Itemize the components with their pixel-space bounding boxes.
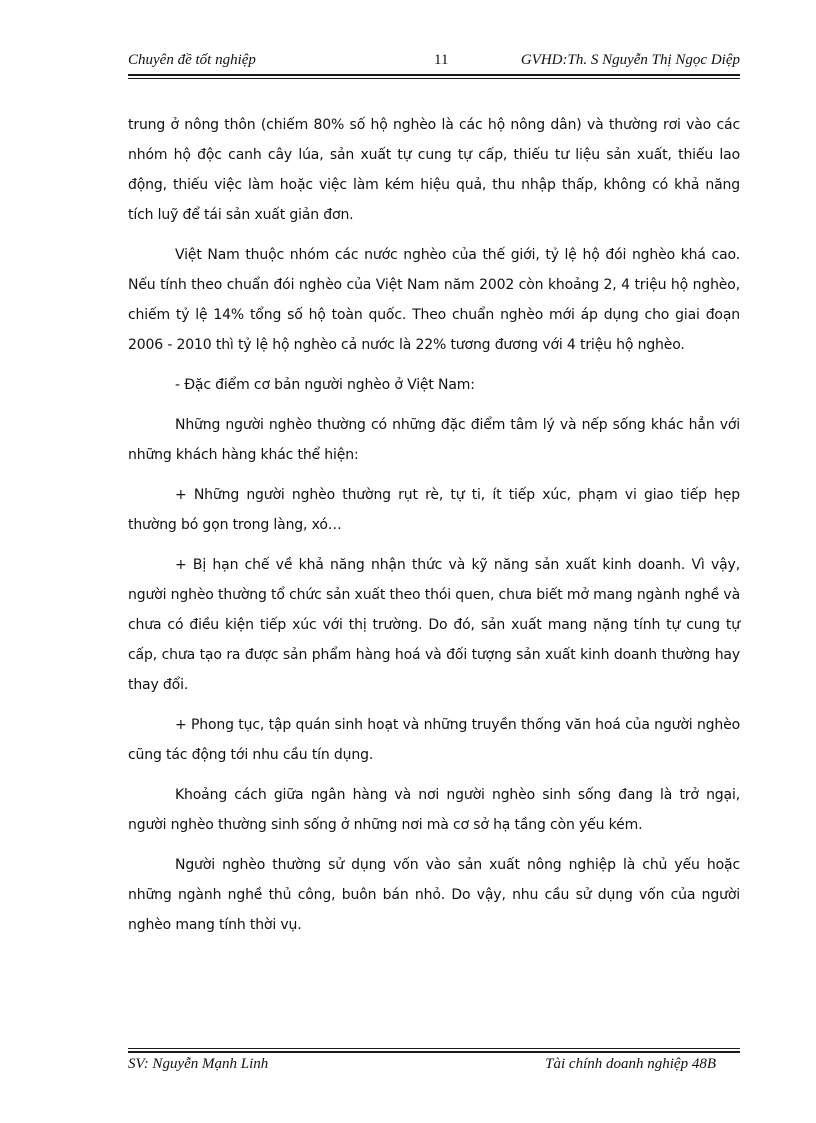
paragraph: Người nghèo thường sử dụng vốn vào sản xuất nông nghiệp là chủ yếu hoặc những ngành nghề thủ công, buôn bán nhỏ. Do vậy, nhu cầu sử dụng vốn của người nghèo mang tính thời vụ. (128, 857, 740, 933)
footer-class-name: Tài chính doanh nghiệp 48B (545, 1056, 716, 1072)
paragraph: Những người nghèo thường có những đặc điểm tâm lý và nếp sống khác hẳn với những khách hàng khác thể hiện: (128, 417, 740, 463)
footer-divider (128, 1051, 740, 1053)
footer-divider-thin (128, 1048, 740, 1049)
page-header (128, 52, 740, 74)
header-document-title: Chuyên đề tốt nghiệp (128, 52, 256, 68)
section-heading: - Đặc điểm cơ bản người nghèo ở Việt Nam: (175, 377, 475, 393)
header-supervisor: GVHD:Th. S Nguyễn Thị Ngọc Diệp (520, 52, 740, 68)
list-item: + Những người nghèo thường rụt rè, tự ti, ít tiếp xúc, phạm vi giao tiếp hẹp thường bó gọn trong làng, xó… (128, 487, 740, 533)
paragraph: Khoảng cách giữa ngân hàng và nơi người nghèo sinh sống đang là trở ngại, người nghèo thường sinh sống ở những nơi mà cơ sở hạ tầng còn yếu kém. (128, 787, 740, 833)
list-item: + Bị hạn chế về khả năng nhận thức và kỹ năng sản xuất kinh doanh. Vì vậy, người nghèo thường tổ chức sản xuất theo thói quen, chưa biết mở mang ngành nghề và chưa có điều kiện tiếp xúc với thị trường. Do đó, sản xuất mang nặng tính tự cung tự cấp, chưa tạo ra được sản phẩm hàng hoá và đối tượng sản xuất kinh doanh thường hay thay đổi. (128, 557, 740, 693)
page-body (128, 110, 740, 950)
header-divider (128, 74, 740, 76)
footer-student-name: SV: Nguyễn Mạnh Linh (128, 1056, 269, 1072)
paragraph: Việt Nam thuộc nhóm các nước nghèo của thế giới, tỷ lệ hộ đói nghèo khá cao. Nếu tính theo chuẩn đói nghèo của Việt Nam năm 2002 còn khoảng 2, 4 triệu hộ nghèo, chiếm tỷ lệ 14% tổng số hộ toàn quốc. Theo chuẩn nghèo mới áp dụng cho giai đoạn 2006 - 2010 thì tỷ lệ hộ nghèo cả nước là 22% tương đương với 4 triệu hộ nghèo. (128, 247, 740, 353)
page-footer (128, 1056, 740, 1078)
header-divider-thin (128, 78, 740, 79)
page-number: 11 (434, 52, 449, 68)
paragraph-continuation: trung ở nông thôn (chiếm 80% số hộ nghèo là các hộ nông dân) và thường rơi vào các nhóm hộ độc canh cây lúa, sản xuất tự cung tự cấp, thiếu tư liệu sản xuất, thiếu lao động, thiếu việc làm hoặc việc làm kém hiệu quả, thu nhập thấp, không có khả năng tích luỹ để tái sản xuất giản đơn. (128, 117, 740, 223)
list-item: + Phong tục, tập quán sinh hoạt và những truyền thống văn hoá của người nghèo cũng tác động tới nhu cầu tín dụng. (128, 717, 740, 763)
